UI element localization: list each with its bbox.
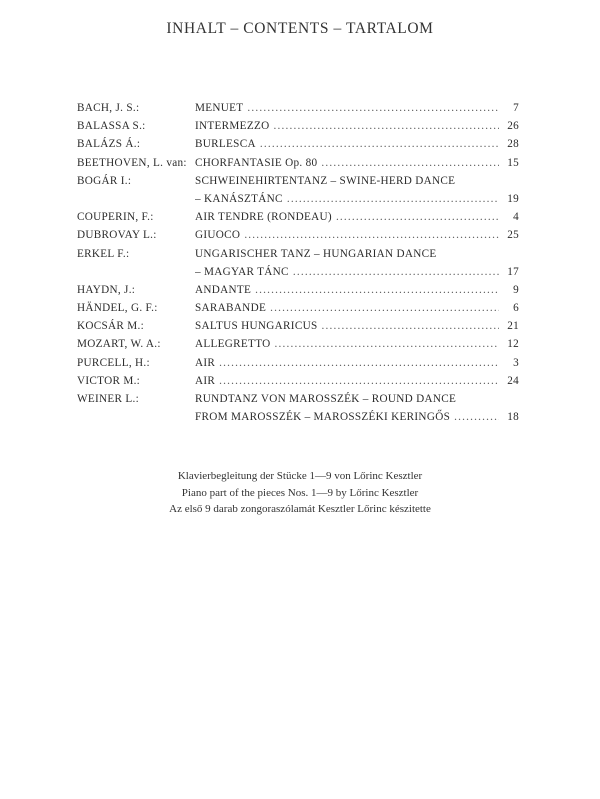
work-title-cell [195, 335, 499, 353]
work-title: AIR [195, 374, 216, 387]
work-title: INTERMEZZO [195, 120, 270, 133]
work-title-cell [195, 281, 499, 299]
work-title: FROM MAROSSZÉK – MAROSSZÉKI KERINGŐS [195, 411, 451, 424]
work-title-cell [195, 245, 499, 263]
page-number: 24 [507, 374, 519, 387]
work-title-cell [195, 99, 499, 117]
page-title: INHALT – CONTENTS – TARTALOM [166, 20, 434, 37]
toc-entry [77, 281, 519, 299]
work-title: SCHWEINEHIRTENTANZ – SWINE-HERD DANCE [195, 174, 456, 187]
work-title-cell [195, 317, 499, 335]
work-title-cell [195, 226, 499, 244]
page-number [499, 245, 519, 263]
page-number: 7 [513, 102, 519, 114]
page-number: 17 [507, 265, 519, 278]
composer-name: BACH, J. S.: [77, 102, 140, 114]
composer-name: ERKEL F.: [77, 247, 130, 260]
page-number: 18 [507, 411, 519, 424]
work-title: – KANÁSZTÁNC [195, 192, 283, 205]
work-title-cell [195, 354, 499, 372]
toc-entry [77, 135, 519, 153]
composer-name: BALÁZS Á.: [77, 138, 141, 151]
page-number: 28 [507, 138, 519, 151]
work-title: GIUOCO [195, 229, 241, 242]
dot-leader [321, 154, 499, 172]
toc-entry [77, 117, 519, 135]
page-number: 15 [507, 156, 519, 169]
toc-entry [77, 245, 519, 263]
page-number: 19 [507, 192, 519, 205]
work-title-cell [195, 135, 499, 153]
toc-entry [77, 99, 519, 117]
dot-leader [454, 408, 499, 426]
work-title: SALTUS HUNGARICUS [195, 320, 318, 333]
dot-leader [275, 335, 500, 353]
toc-entry [77, 263, 519, 281]
work-title-cell [195, 117, 499, 135]
composer-name [77, 263, 195, 281]
dot-leader [219, 372, 499, 390]
composer-name: BEETHOVEN, L. van: [77, 156, 187, 169]
composer-name: MOZART, W. A.: [77, 338, 161, 351]
work-title: ANDANTE [195, 283, 252, 296]
composer-name: KOCSÁR M.: [77, 320, 145, 333]
work-title-cell [195, 154, 499, 172]
work-title: AIR [195, 356, 216, 369]
composer-name: DUBROVAY L.: [77, 229, 157, 242]
composer-name: BALASSA S.: [77, 120, 146, 133]
composer-name [77, 408, 195, 426]
dot-leader [247, 99, 499, 117]
work-title-cell [195, 299, 499, 317]
toc-entry [77, 335, 519, 353]
toc-entry [77, 354, 519, 372]
page-number: 3 [513, 356, 519, 369]
dot-leader [287, 190, 499, 208]
work-title-cell [195, 208, 499, 226]
work-title: ALLEGRETTO [195, 338, 271, 351]
page-number: 21 [507, 320, 519, 333]
page-number [499, 390, 519, 408]
dot-leader [273, 117, 499, 135]
work-title: UNGARISCHER TANZ – HUNGARIAN DANCE [195, 247, 437, 260]
page-number [499, 172, 519, 190]
page-number: 25 [507, 229, 519, 242]
toc-entry [77, 190, 519, 208]
page-number: 26 [507, 120, 519, 133]
credit-line-hungarian: Az első 9 darab zongoraszólamát Kesztler Lőrinc készitette [169, 503, 431, 515]
work-title-cell [195, 372, 499, 390]
page-number: 9 [513, 283, 519, 296]
dot-leader [336, 208, 499, 226]
work-title-cell [195, 390, 499, 408]
work-title: CHORFANTASIE Op. 80 [195, 156, 318, 169]
page-number: 6 [513, 302, 519, 315]
work-title-cell [195, 190, 499, 208]
toc-entry [77, 390, 519, 408]
work-title: SARABANDE [195, 302, 267, 315]
table-of-contents [77, 99, 519, 426]
work-title-cell [195, 172, 499, 190]
credit-line-german: Klavierbegleitung der Stücke 1—9 von Lőrinc Kesztler [177, 470, 423, 482]
work-title-cell [195, 408, 499, 426]
dot-leader [293, 263, 499, 281]
toc-entry [77, 299, 519, 317]
composer-name: HÄNDEL, G. F.: [77, 302, 158, 315]
composer-name: WEINER L.: [77, 393, 140, 405]
dot-leader [260, 135, 499, 153]
toc-entry [77, 317, 519, 335]
toc-entry [77, 372, 519, 390]
credits [0, 468, 600, 518]
composer-name [77, 190, 195, 208]
page-number: 4 [513, 211, 519, 224]
toc-entry [77, 172, 519, 190]
composer-name: COUPERIN, F.: [77, 211, 154, 224]
page-number: 12 [507, 338, 519, 351]
toc-entry [77, 208, 519, 226]
work-title: BURLESCA [195, 138, 256, 151]
dot-leader [270, 299, 499, 317]
dot-leader [255, 281, 499, 299]
toc-entry [77, 226, 519, 244]
work-title: AIR TENDRE (RONDEAU) [195, 211, 332, 224]
work-title: – MAGYAR TÁNC [195, 265, 289, 278]
toc-entry [77, 408, 519, 426]
credit-line-english: Piano part of the pieces Nos. 1—9 by Lőrinc Kesztler [181, 486, 419, 499]
work-title-cell [195, 263, 499, 281]
composer-name: PURCELL, H.: [77, 356, 150, 369]
composer-name: HAYDN, J.: [77, 283, 136, 296]
composer-name: VICTOR M.: [77, 374, 141, 387]
toc-entry [77, 154, 519, 172]
dot-leader [322, 317, 500, 335]
composer-name: BOGÁR I.: [77, 174, 132, 187]
work-title: MENUET [195, 102, 244, 114]
dot-leader [219, 354, 499, 372]
dot-leader [244, 226, 499, 244]
work-title: RUNDTANZ VON MAROSSZÉK – ROUND DANCE [195, 393, 457, 405]
